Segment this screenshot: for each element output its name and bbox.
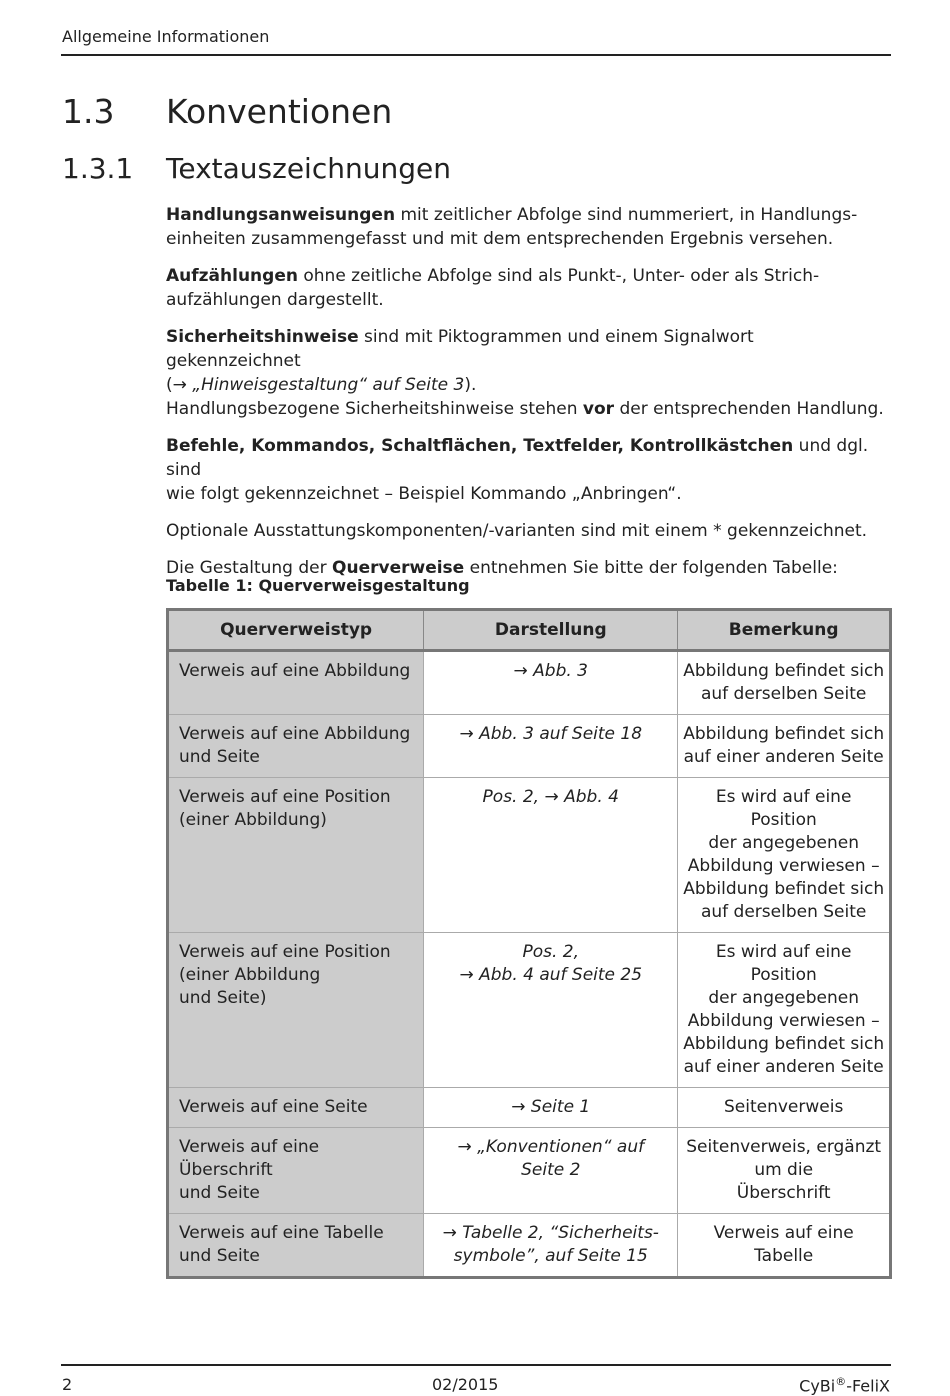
cell-line: Verweis auf eine Überschrift [179,1137,320,1180]
paragraph-befehle [166,434,891,506]
cell-line: um die [754,1160,814,1180]
cell-line: Verweis auf eine Position [179,942,391,962]
paragraph-optionale: Optionale Ausstattungskomponenten/-varianten sind mit einem * gekennzeichnet. [166,521,868,541]
cell-line: Abbildung befindet sich [683,661,885,681]
subsection-title: Textauszeichnungen [166,152,451,185]
table-caption: Tabelle 1: Querverweisgestaltung [166,576,470,595]
cell-line: Abbildung verwiesen – [687,856,880,876]
table-row [168,651,891,715]
cell-line: → Tabelle 2, “Sicherheits- [442,1223,659,1243]
cell-line: Abbildung befindet sich [683,879,885,899]
table-row [168,1128,891,1214]
cell-line: → Abb. 3 auf Seite 18 [459,724,643,744]
cell-darstellung [424,1088,678,1128]
cell-bemerkung [678,778,891,933]
cell-line: Verweis auf eine Tabelle [179,1223,384,1243]
cell-line: → Abb. 3 [513,661,588,681]
cell-bemerkung [678,933,891,1088]
cell-darstellung [424,778,678,933]
cell-line: Abbildung verwiesen – [687,1011,880,1031]
cell-darstellung [424,715,678,778]
table-body [168,651,891,1278]
subsection-heading [62,152,451,185]
cell-line: Es wird auf eine Position [715,942,852,985]
column-header-querverweistyp: Querverweistyp [168,610,424,651]
cell-line: (einer Abbildung [179,965,321,985]
cross-reference-link[interactable]: „Hinweisgestaltung“ auf Seite 3 [186,375,465,395]
column-header-darstellung: Darstellung [424,610,678,651]
text-run: wie folgt gekennzeichnet – Beispiel Kommando „Anbringen“. [166,484,682,504]
bold-term: Aufzählungen [166,266,298,286]
text-run: der entsprechenden Handlung. [614,399,884,419]
cell-line: und Seite [179,747,260,767]
section-number: 1.3 [62,92,115,131]
column-header-bemerkung: Bemerkung [678,610,891,651]
text-run: Die Gestaltung der [166,558,333,578]
bold-term: Querverweise [332,558,465,578]
bold-term: Handlungsanweisungen [166,205,396,225]
cell-line: und Seite [179,1246,260,1266]
cell-line: Abbildung befindet sich [683,1034,885,1054]
running-header: Allgemeine Informationen [62,27,270,46]
footer-product [799,1375,890,1395]
cell-darstellung [424,933,678,1088]
cell-querverweistyp [168,1214,424,1278]
cell-line: Seite 2 [521,1160,581,1180]
text-run: aufzählungen dargestellt. [166,290,384,310]
table-row [168,778,891,933]
header-rule [61,54,891,56]
cell-querverweistyp [168,651,424,715]
cell-line: → Seite 1 [511,1097,591,1117]
cell-darstellung [424,1214,678,1278]
cell-darstellung [424,651,678,715]
body-text [166,203,891,593]
text-run: ohne zeitliche Abfolge sind als Punkt-, Unter- oder als Strich- [297,266,820,286]
cell-bemerkung [678,1214,891,1278]
section-heading [62,92,392,131]
cell-line: Verweis auf eine Tabelle [713,1223,854,1266]
cell-line: auf derselben Seite [700,902,867,922]
text-run: einheiten zusammengefasst und mit dem entsprechenden Ergebnis versehen. [166,229,834,249]
cell-darstellung [424,1128,678,1214]
cell-bemerkung [678,1128,891,1214]
product-suffix: -FeliX [846,1376,890,1396]
section-title: Konventionen [166,92,393,131]
table-row [168,1088,891,1128]
product-name: CyBi [799,1376,836,1396]
cell-line: Verweis auf eine Position [179,787,391,807]
cell-line: Verweis auf eine Seite [179,1097,368,1117]
text-run: ). [464,375,477,395]
bold-term: Sicherheitshinweise [166,327,359,347]
text-run: mit zeitlicher Abfolge sind nummeriert, in Handlungs- [395,205,858,225]
cell-line: Seitenverweis [724,1097,844,1117]
cell-querverweistyp [168,715,424,778]
text-run: Handlungsbezogene Sicherheitshinweise stehen [166,399,583,419]
cell-line: Abbildung befindet sich [683,724,885,744]
cell-querverweistyp [168,1128,424,1214]
cell-line: Pos. 2, → Abb. 4 [482,787,619,807]
text-run: ( [166,375,173,395]
cell-line: symbole”, auf Seite 15 [453,1246,648,1266]
cell-line: und Seite [179,1183,260,1203]
cell-line: → „Konventionen“ auf [457,1137,645,1157]
cell-line: auf einer anderen Seite [683,747,884,767]
text-run: sind mit Piktogrammen und einem Signalwort gekennzeichnet [166,327,754,371]
arrow-right-icon: → [172,375,187,395]
cell-line: der angegebenen [708,988,859,1008]
table-header-row [168,610,891,651]
cell-line: → Abb. 4 auf Seite 25 [459,965,643,985]
cell-bemerkung [678,1088,891,1128]
page-number: 2 [62,1375,73,1394]
cell-line: Verweis auf eine Abbildung [179,661,411,681]
cell-line: Verweis auf eine Abbildung [179,724,411,744]
bold-term: vor [582,399,615,419]
paragraph-aufzaehlungen [166,264,891,312]
paragraph-sicherheitshinweise [166,325,891,421]
registered-mark: ® [835,1375,847,1388]
cell-line: der angegebenen [708,833,859,853]
table-row [168,715,891,778]
text-run: und dgl. sind [166,436,869,480]
cross-reference-table [166,608,892,1279]
cell-querverweistyp [168,1088,424,1128]
subsection-number: 1.3.1 [62,152,134,185]
paragraph-handlungsanweisungen [166,203,891,251]
cell-bemerkung [678,715,891,778]
cell-line: Seitenverweis, ergänzt [686,1137,882,1157]
table-row [168,1214,891,1278]
footer-rule [61,1364,891,1366]
cell-line: Es wird auf eine Position [715,787,852,830]
cell-querverweistyp [168,778,424,933]
text-run: entnehmen Sie bitte der folgenden Tabelle: [464,558,838,578]
table-row [168,933,891,1088]
bold-term: Befehle, Kommandos, Schaltflächen, Textfelder, Kontrollkästchen [166,436,794,456]
cell-bemerkung [678,651,891,715]
cell-line: (einer Abbildung) [179,810,327,830]
cell-line: Pos. 2, [522,942,580,962]
cell-querverweistyp [168,933,424,1088]
cell-line: und Seite) [179,988,267,1008]
footer-date: 02/2015 [432,1375,499,1394]
cell-line: auf derselben Seite [700,684,867,704]
cell-line: Überschrift [736,1183,831,1203]
cell-line: auf einer anderen Seite [683,1057,884,1077]
